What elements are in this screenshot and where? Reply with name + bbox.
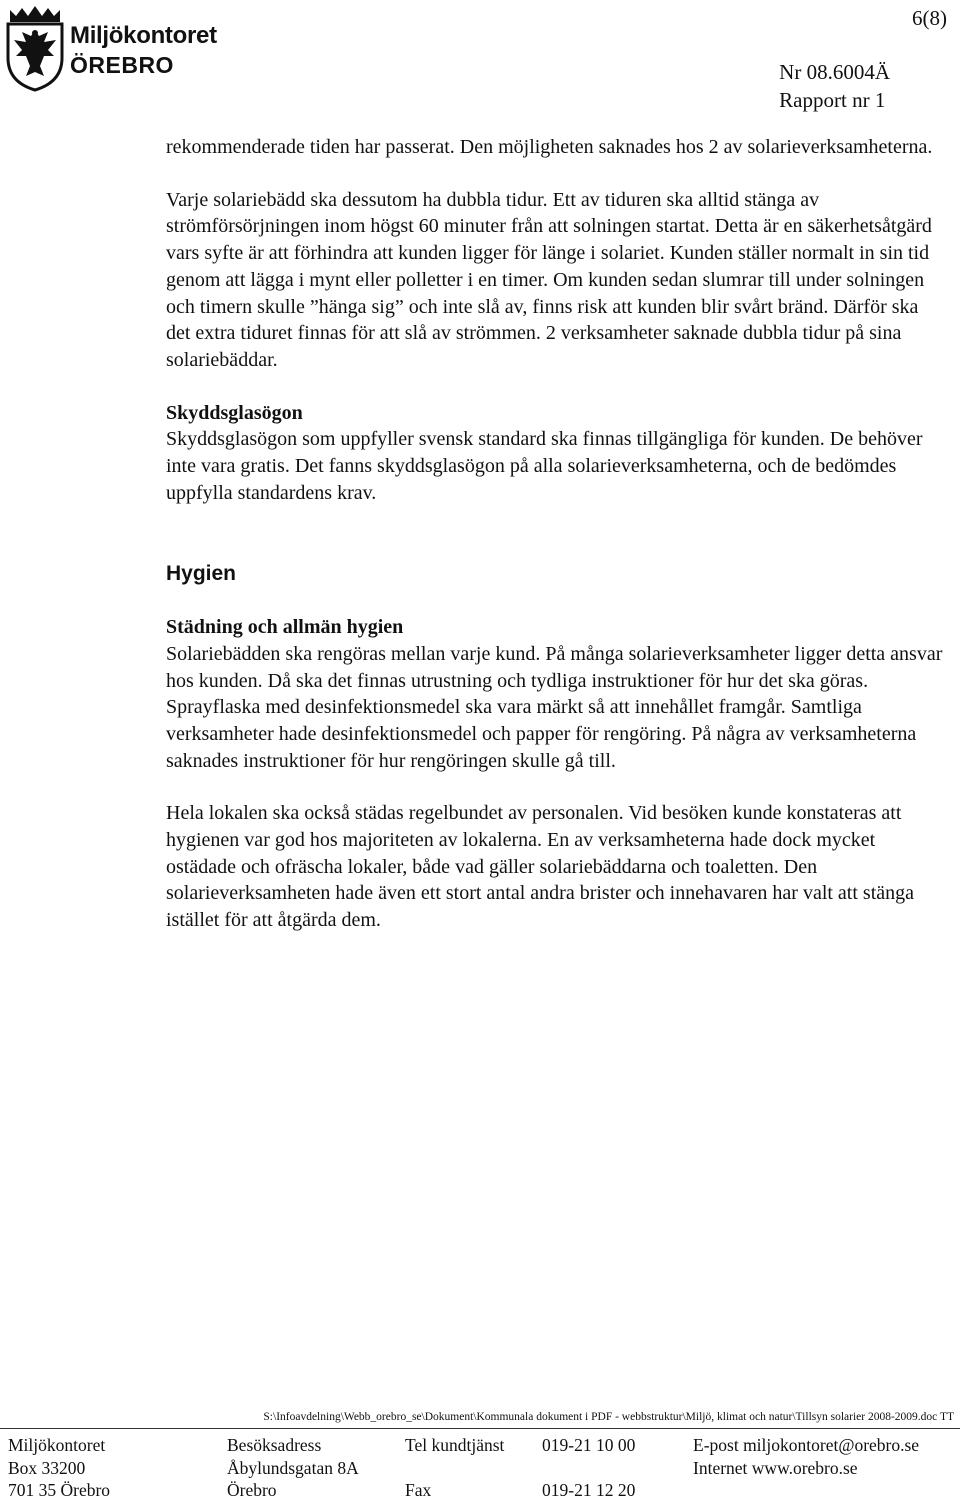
coat-of-arms-icon bbox=[4, 6, 66, 92]
paragraph: Hela lokalen ska också städas regelbundet av personalen. Vid besöken kunde konstateras att hygienen var god hos majoriteten av lokalerna. En av verksamheterna hade dock mycket ostädade och ofräscha lokaler, både vad gäller solariebäddarna och toaletten. Den solarieverksamheten hade även ett stort antal andra brister och innehavaren har valt att stänga istället för att åtgärda dem. bbox=[166, 802, 915, 932]
footer-text: Miljökontoret bbox=[8, 1435, 106, 1455]
paragraph: Varje solariebädd ska dessutom ha dubbla tidur. Ett av tiduren ska alltid stänga av strömförsörjningen inom högst 60 minuter från att solningen startat. Detta är en säkerhetsåtgärd vars syfte är att förhindra att kunden ligger för länge i solariet. Kunden ställer normalt in sin tid genom att lägga i mynt eller polletter i en timer. Om kunden sedan slumrar till under solningen och timern skulle ”hänga sig” och inte slå av, finns risk att kunden blir svårt bränd. Därför ska det extra tiduret finnas för att slå av strömmen. 2 verksamheter saknade dubbla tidur på sina solariebäddar. bbox=[166, 188, 932, 371]
section-heading-skyddsglasogon: Skyddsglasögon bbox=[166, 401, 303, 424]
footer-text: Åbylundsgatan 8A bbox=[227, 1457, 359, 1478]
footer-text: 019-21 10 00 bbox=[542, 1435, 636, 1455]
footer-column-visit bbox=[227, 1434, 359, 1502]
footer-text bbox=[542, 1457, 635, 1480]
footer-column-phone-numbers bbox=[542, 1434, 635, 1502]
footer-text bbox=[405, 1457, 504, 1480]
paragraph: Solariebädden ska rengöras mellan varje kund. På många solarieverksamheter ligger detta ansvar hos kunden. Då ska det finnas utrustning och tydliga instruktioner för hur det ska göras. Sprayflaska med desinfektionsmedel ska vara märkt så att innehållet framgår. Samtliga verksamheter hade desinfektionsmedel och papper för rengöring. På några av verksamheterna saknades instruktioner för hur rengöringen skulle gå till. bbox=[166, 642, 943, 772]
footer-text bbox=[693, 1479, 919, 1502]
footer-text: Box 33200 bbox=[8, 1457, 86, 1478]
logo-city: ÖREBRO bbox=[70, 52, 174, 78]
logo bbox=[4, 6, 234, 92]
footer-text: Fax bbox=[405, 1480, 432, 1500]
footer-text: Besöksadress bbox=[227, 1435, 322, 1455]
footer-email: E-post miljokontoret@orebro.se bbox=[693, 1435, 920, 1455]
file-path: S:\Infoavdelning\Webb_orebro_se\Dokument\Kommunala dokument i PDF - webbstruktur\Miljö, klimat och natur\Tillsyn solarier 2008-2009.doc TT bbox=[263, 1411, 954, 1423]
footer-column-address bbox=[8, 1434, 110, 1502]
footer-text: Tel kundtjänst bbox=[405, 1435, 505, 1455]
paragraph: Skyddsglasögon som uppfyller svensk standard ska finnas tillgängliga för kunden. De behöver inte vara gratis. Det fanns skyddsglasögon på alla solarieverksamheterna, och de bedömdes uppfylla standardens krav. bbox=[166, 428, 923, 504]
footer-text: Örebro bbox=[227, 1480, 277, 1500]
paragraph: rekommenderade tiden har passerat. Den möjligheten saknades hos 2 av solarieverksamheterna. bbox=[166, 136, 933, 158]
footer-website: Internet www.orebro.se bbox=[693, 1457, 858, 1478]
footer-text: 701 35 Örebro bbox=[8, 1480, 111, 1500]
logo-title: Miljökontoret bbox=[70, 22, 217, 49]
footer-divider bbox=[0, 1428, 960, 1429]
doc-number: Nr 08.6004Ä bbox=[779, 60, 890, 84]
footer-column-web bbox=[693, 1434, 919, 1502]
footer-column-phone-labels bbox=[405, 1434, 504, 1502]
report-number: Rapport nr 1 bbox=[779, 88, 886, 112]
page-number: 6(8) bbox=[912, 6, 947, 30]
section-heading-hygien: Hygien bbox=[166, 562, 237, 586]
footer-text: 019-21 12 20 bbox=[542, 1480, 636, 1500]
document-reference bbox=[779, 58, 890, 114]
section-heading-stadning: Städning och allmän hygien bbox=[166, 616, 404, 639]
document-body bbox=[166, 134, 946, 934]
